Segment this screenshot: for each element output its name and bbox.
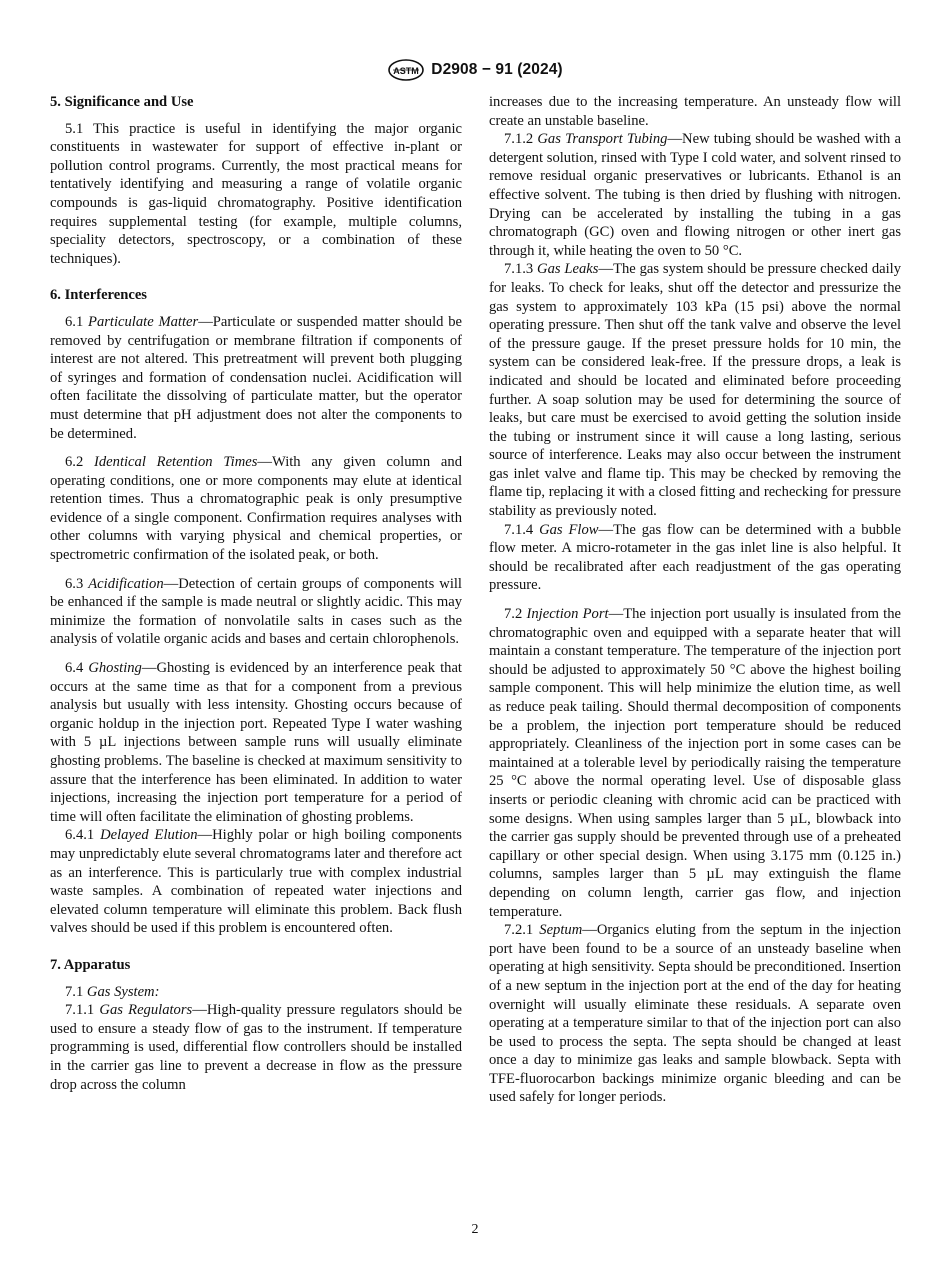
paragraph-7-2-1-title: Septum [539, 922, 583, 939]
standard-designation: D2908 − 91 (2024) [431, 61, 563, 78]
paragraph-6-4-1-title: Delayed Elution [100, 827, 198, 844]
paragraph-7-1-title: Gas System: [86, 983, 160, 1000]
paragraph-6-2: 6.2 Identical Retention Times—With any given column and operating conditions, one or more components may elute at identical retention times. Thus a chromatographic peak is only presumptive evidence of a single component. Confirmation requires analyses with other columns with varying physical and chemical properties, or spectrometric confirmation of the isolated peak, or both. [50, 454, 462, 564]
paragraph-6-2-title: Identical Retention Times [94, 454, 258, 471]
left-column [50, 93, 462, 1094]
astm-logo-text: ASTM [393, 66, 420, 76]
paragraph-7-1-1: 7.1.1 Gas Regulators—High-quality pressure regulators should be used to ensure a steady flow of gas to the instrument. If temperature programming is used, differential flow controllers should be installed in the carrier gas line to prevent a decrease in flow as the pressure drop across the column [50, 1002, 462, 1093]
paragraph-5-1: 5.1 This practice is useful in identifying the major organic constituents in wastewater for support of effective in-plant or pollution control programs. Currently, the most practical means for tentatively identifying and measuring a range of volatile organic compounds is gas-liquid chromatography. Positive identification requires supplemental testing (for example, multiple columns, speciality detectors, spectroscopy, or a combination of these techniques). [50, 120, 462, 267]
paragraph-7-1-2: 7.1.2 Gas Transport Tubing—New tubing should be washed with a detergent solution, rinsed with Type I cold water, and solvent rinsed to remove residual organic preservatives or lubricants. Ethanol is an effective solvent. The tubing is then dried by flushing with nitrogen. Drying can be accelerated by installing the tubing in a gas chromatograph (GC) oven and flowing nitrogen or other inert gas through it, while heating the oven to 50 °C. [489, 131, 901, 259]
paragraph-7-1-4-title: Gas Flow [539, 521, 599, 538]
paragraph-7-2: 7.2 Injection Port—The injection port usually is insulated from the chromatographic oven and equipped with a separate heater that will maintain a constant temperature. The temperature of the injection port should be adjusted to approximately 50 °C above the highest boiling sample component. This will help minimize the elution time, as well as reduce peak tailing. Should thermal decomposition of components be a problem, the injection port temperature should be reduced appropriately. Cleanliness of the injection port in some cases can be maintained at a tolerable level by periodically raising the temperature 25 °C above the normal operating level. Use of disposable glass inserts or periodic cleaning with chromic acid can be practiced with some designs. When using samples larger than 5 µL, blowback into the carrier gas supply should be prevented through use of a preheated capillary or other special design. When using 3.175 mm (0.125 in.) columns, samples larger than 5 µL may extinguish the flame depending on column length, carrier gas flow, and injection temperature. [489, 606, 902, 920]
paragraph-7-2-1: 7.2.1 Septum—Organics eluting from the septum in the injection port have been found to be a source of an unsteady baseline when operating at high sensitivity. Septa should be preconditioned. Insertion of a new septum in the injection port at the end of the day for heating overnight will usually eliminate these residuals. A separate oven operating at a temperature similar to that of the injection port can also be used to process the septa. The septa should be changed at least once a day to minimize gas leaks and sample blowback. Septa with TFE-fluorocarbon backings minimize organic bleeding and can be used safely for longer periods. [489, 922, 901, 1106]
section-6-heading: 6. Interferences [50, 287, 147, 304]
paragraph-6-3-title: Acidification [88, 575, 164, 592]
paragraph-6-1: 6.1 Particulate Matter—Particulate or suspended matter should be removed by centrifugation or membrane filtration if components of interest are not altered. This pretreatment will prevent both plugging of syringes and formation of condensation nuclei. Acidification will often facilitate the dissolving of particulate matter, but the operator must determine that pH adjustment does not alter the components to be determined. [50, 313, 462, 442]
paragraph-6-4-title: Ghosting [88, 660, 142, 677]
astm-logo-icon [387, 59, 425, 81]
paragraph-7-1-3: 7.1.3 Gas Leaks—The gas system should be pressure checked daily for leaks. To check for leaks, shut off the detector and pressurize the gas system to approximately 103 kPa (15 psi) above the normal operating pressure. Then shut off the tank valve and observe the level of the pressure gauge. If the preset pressure holds for 10 min, the system can be considered leak-free. If the pressure drops, a leak is indicated and should be located and eliminated before proceeding further. A soap solution may be used for determining the source of leaks, but care must be exercised to avoid getting the solution inside the tubing or instrument since it will cause a long lasting, serious source of interference. Leaks may also occur between the instrument gas inlet valve and flame tip. This may be checked by removing the flame tip, replacing it with a closed fitting and rechecking for pressure stability as previously noted. [489, 261, 901, 520]
paragraph-6-4: 6.4 Ghosting—Ghosting is evidenced by an interference peak that occurs at the same time as that for a component from a previous analysis but usually with less intensity. Ghosting occurs because of organic holdup in the injection port. Repeated Type I water washing with 5 µL injections between sample runs will usually eliminate ghosting problems. The baseline is checked at maximum sensitivity to assure that the interference has been eliminated. In addition to water injections, increasing the injection port temperature for a period of time will often facilitate the elimination of ghosting problems. [50, 660, 462, 825]
paragraph-7-1-1-title: Gas Regulators [99, 1002, 193, 1019]
page-number: 2 [471, 1222, 479, 1237]
paragraph-7-1-3-title: Gas Leaks [537, 261, 599, 278]
paragraph-7-2-title: Injection Port [526, 606, 609, 623]
paragraph-7-1: 7.1 Gas System: [65, 983, 160, 1000]
section-5-heading: 5. Significance and Use [50, 94, 194, 110]
section-7-heading: 7. Apparatus [50, 956, 131, 973]
paragraph-6-4-1: 6.4.1 Delayed Elution—Highly polar or high boiling components may unpredictably elute several chromatograms later and therefore act as an interference. This is particularly true with complex industrial waste samples. A combination of repeated water injections and elevated column temperature will eliminate this problem. Back flush valves should be used if this problem is encountered often. [50, 827, 462, 937]
paragraph-7-1-4: 7.1.4 Gas Flow—The gas flow can be determined with a bubble flow meter. A micro-rotameter in the gas inlet line is also helpful. It should be recalibrated after each readjustment of the gas operating pressure. [489, 521, 901, 594]
paragraph-7-1-2-title: Gas Transport Tubing [537, 131, 668, 148]
page-header [0, 58, 950, 82]
paragraph-6-1-title: Particulate Matter [88, 313, 199, 330]
right-column [489, 93, 901, 1107]
paragraph-continued: increases due to the increasing temperature. An unsteady flow will create an unstable baseline. [489, 94, 901, 129]
paragraph-6-3: 6.3 Acidification—Detection of certain groups of components will be enhanced if the sample is made neutral or slightly acidic. This may minimize the formation of nonvolatile salts in cases such as the analysis of volatile organic acids and bases and certain chlorophenols. [50, 575, 462, 648]
